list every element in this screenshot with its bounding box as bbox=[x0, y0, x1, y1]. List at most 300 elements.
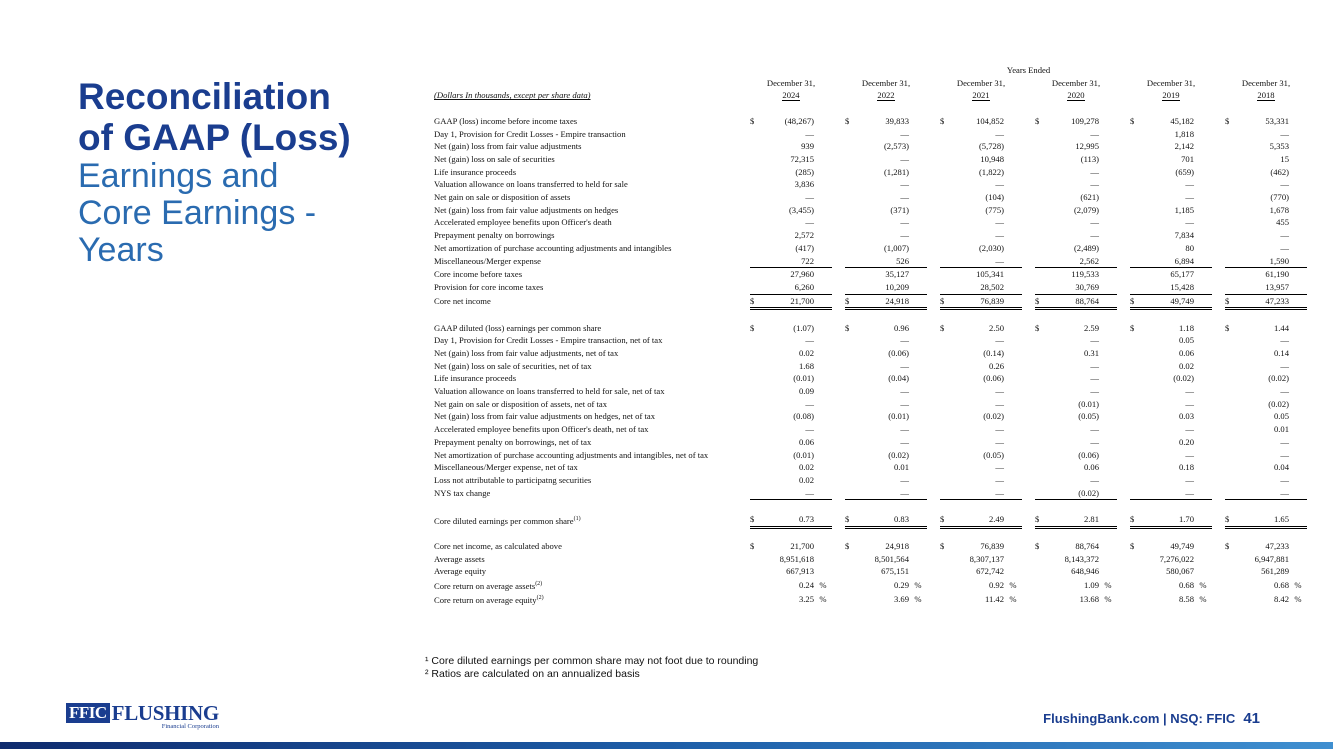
suffix-cell bbox=[814, 540, 832, 553]
dollar-sign bbox=[750, 178, 764, 191]
gap-cell bbox=[1117, 216, 1130, 229]
dollar-sign: $ bbox=[845, 115, 850, 126]
cell-value: 0.68 bbox=[1178, 579, 1194, 590]
column-header-year bbox=[1035, 89, 1117, 102]
gap-cell bbox=[1117, 410, 1130, 423]
suffix-cell bbox=[1289, 322, 1307, 335]
cell-value: — bbox=[1280, 449, 1289, 460]
dollar-sign bbox=[750, 191, 764, 204]
suffix-cell bbox=[909, 513, 927, 528]
suffix-cell bbox=[1004, 322, 1022, 335]
dollar-sign bbox=[1130, 385, 1144, 398]
suffix-cell bbox=[1194, 140, 1212, 153]
suffix-cell bbox=[1099, 436, 1117, 449]
suffix-cell bbox=[1004, 294, 1022, 309]
cell-value: — bbox=[900, 217, 909, 228]
column-year: 2024 bbox=[782, 90, 800, 101]
row-label-text: Core income before taxes bbox=[434, 268, 523, 279]
suffix-cell bbox=[1289, 565, 1307, 578]
gap-cell bbox=[832, 178, 845, 191]
gap-cell bbox=[1117, 385, 1130, 398]
suffix-cell bbox=[1194, 360, 1212, 373]
cell-value: — bbox=[1090, 217, 1099, 228]
suffix-cell bbox=[1289, 372, 1307, 385]
gap-cell bbox=[1022, 229, 1035, 242]
suffix-cell bbox=[1194, 372, 1212, 385]
dollar-sign bbox=[1130, 242, 1144, 255]
table-row bbox=[434, 398, 1307, 411]
suffix-cell bbox=[1099, 115, 1117, 128]
dollar-sign: $ bbox=[1225, 294, 1239, 309]
cell-value: — bbox=[900, 230, 909, 241]
suffix-cell bbox=[909, 461, 927, 474]
cell-value: (2,489) bbox=[1073, 242, 1099, 253]
gap-cell bbox=[927, 487, 940, 500]
row-label-text: Accelerated employee benefits upon Officer's death, net of tax bbox=[434, 424, 649, 435]
dollar-sign bbox=[1035, 565, 1049, 578]
dollar-sign bbox=[1035, 385, 1049, 398]
row-label bbox=[434, 553, 750, 566]
row-label bbox=[434, 592, 750, 607]
row-label-text: Core net income, as calculated above bbox=[434, 540, 562, 551]
dollar-sign bbox=[1225, 128, 1239, 141]
dollar-sign bbox=[1225, 372, 1239, 385]
suffix-cell bbox=[1289, 255, 1307, 268]
row-label-text: Net (gain) loss from fair value adjustments bbox=[434, 141, 582, 152]
cell-value: 0.01 bbox=[893, 462, 909, 473]
suffix-cell bbox=[909, 153, 927, 166]
suffix-cell bbox=[814, 565, 832, 578]
gap-cell bbox=[1022, 322, 1035, 335]
row-label-text: Core return on average equity bbox=[434, 595, 537, 606]
gap-cell bbox=[1022, 553, 1035, 566]
suffix-cell bbox=[1289, 178, 1307, 191]
dollar-sign bbox=[750, 166, 764, 179]
table-row bbox=[434, 385, 1307, 398]
gap-cell bbox=[927, 474, 940, 487]
suffix-cell bbox=[1194, 487, 1212, 500]
cell-value: (1.07) bbox=[793, 322, 814, 333]
dollar-sign bbox=[940, 410, 954, 423]
dollar-sign bbox=[1035, 166, 1049, 179]
cell-value: 119,533 bbox=[1049, 268, 1099, 281]
suffix-cell bbox=[1194, 398, 1212, 411]
dollar-sign bbox=[1035, 347, 1049, 360]
cell-value: (0.01) bbox=[793, 373, 814, 384]
gap-cell bbox=[1212, 216, 1225, 229]
dollar-sign bbox=[1130, 178, 1144, 191]
gap-cell bbox=[1117, 281, 1130, 294]
cell-value: (104) bbox=[985, 192, 1004, 203]
gap-cell bbox=[1117, 242, 1130, 255]
cell-value: 1,590 bbox=[1269, 255, 1289, 266]
dollar-sign bbox=[1035, 436, 1049, 449]
cell-value: — bbox=[1090, 436, 1099, 447]
cell-value: 0.26 bbox=[988, 360, 1004, 371]
gap-cell bbox=[1022, 178, 1035, 191]
cell-value: (3,455) bbox=[788, 204, 814, 215]
dollar-sign bbox=[1130, 229, 1144, 242]
dollar-sign bbox=[845, 487, 859, 500]
cell-value: 47,233 bbox=[1239, 294, 1289, 309]
dollar-sign bbox=[1130, 191, 1144, 204]
suffix-cell bbox=[1004, 398, 1022, 411]
dollar-sign bbox=[940, 334, 954, 347]
cell-value: 21,700 bbox=[764, 294, 814, 309]
cell-value: — bbox=[995, 179, 1004, 190]
dollar-sign: $ bbox=[1225, 540, 1230, 551]
suffix-cell bbox=[1099, 423, 1117, 436]
cell-value: 8,501,564 bbox=[874, 553, 909, 564]
suffix-cell bbox=[1099, 565, 1117, 578]
dollar-sign bbox=[940, 204, 954, 217]
column-header-line1: December 31, bbox=[1146, 77, 1196, 88]
dollar-sign bbox=[1225, 347, 1239, 360]
suffix-cell bbox=[909, 410, 927, 423]
gap-cell bbox=[832, 140, 845, 153]
table-row bbox=[434, 281, 1307, 294]
cell-value: — bbox=[900, 360, 909, 371]
suffix-cell bbox=[909, 436, 927, 449]
cell-value: (0.04) bbox=[888, 373, 909, 384]
cell-value: 80 bbox=[1185, 242, 1194, 253]
dollar-sign bbox=[1130, 166, 1144, 179]
suffix-cell bbox=[814, 474, 832, 487]
row-label-text: Core net income bbox=[434, 296, 491, 307]
cell-value: 76,839 bbox=[980, 540, 1004, 551]
suffix-cell bbox=[1289, 166, 1307, 179]
dollar-sign bbox=[750, 487, 764, 500]
gap-cell bbox=[1117, 153, 1130, 166]
table-row bbox=[434, 178, 1307, 191]
dollar-sign bbox=[845, 410, 859, 423]
dollar-sign bbox=[845, 140, 859, 153]
cell-value: 0.14 bbox=[1273, 347, 1289, 358]
cell-value: 1.09 bbox=[1083, 579, 1099, 590]
dollar-sign bbox=[750, 334, 764, 347]
suffix-cell: % bbox=[914, 579, 922, 590]
suffix-cell bbox=[814, 140, 832, 153]
dollar-sign bbox=[845, 398, 859, 411]
bottom-bar bbox=[0, 742, 1333, 749]
dollar-sign bbox=[940, 268, 954, 281]
dollar-sign bbox=[1035, 178, 1049, 191]
period-header: Years Ended bbox=[1006, 65, 1051, 75]
row-label-text: Prepayment penalty on borrowings bbox=[434, 230, 555, 241]
dollar-sign bbox=[940, 128, 954, 141]
dollar-sign bbox=[940, 553, 954, 566]
row-label-text: Net gain on sale or disposition of assets, net of tax bbox=[434, 398, 608, 409]
table-row bbox=[434, 540, 1307, 553]
subtitle-line: Years bbox=[78, 231, 164, 269]
cell-value: 939 bbox=[801, 141, 814, 152]
suffix-cell bbox=[814, 115, 832, 128]
cell-value: (2,573) bbox=[883, 141, 909, 152]
column-header-year bbox=[940, 89, 1022, 102]
cell-value: 15,428 bbox=[1170, 281, 1194, 292]
cell-value: 0.06 bbox=[1083, 462, 1099, 473]
dollar-sign bbox=[1130, 372, 1144, 385]
table-row bbox=[434, 461, 1307, 474]
suffix-cell bbox=[1194, 461, 1212, 474]
suffix-cell bbox=[1099, 347, 1117, 360]
dollar-sign: $ bbox=[1225, 513, 1239, 528]
dollar-sign: $ bbox=[1130, 513, 1144, 528]
dollar-sign bbox=[940, 229, 954, 242]
dollar-sign bbox=[940, 153, 954, 166]
suffix-cell bbox=[814, 398, 832, 411]
cell-value: 2.50 bbox=[988, 322, 1004, 333]
cell-value: (0.14) bbox=[983, 347, 1004, 358]
dollar-sign bbox=[1225, 398, 1239, 411]
dollar-sign bbox=[1130, 398, 1144, 411]
gap-cell bbox=[1117, 178, 1130, 191]
table-row bbox=[434, 115, 1307, 128]
dollar-sign bbox=[1225, 474, 1239, 487]
dollar-sign bbox=[845, 178, 859, 191]
cell-value: — bbox=[900, 128, 909, 139]
cell-value: — bbox=[1090, 230, 1099, 241]
header-row bbox=[434, 64, 1307, 77]
gap-cell bbox=[1022, 268, 1035, 281]
row-label-text: Life insurance proceeds bbox=[434, 373, 517, 384]
suffix-cell: % bbox=[914, 594, 922, 605]
cell-value: 47,233 bbox=[1265, 540, 1289, 551]
header-row bbox=[434, 89, 1307, 102]
cell-value: 2.81 bbox=[1049, 513, 1099, 528]
cell-value: 8.42 bbox=[1273, 594, 1289, 605]
cell-value: (2,079) bbox=[1073, 204, 1099, 215]
suffix-cell bbox=[1194, 255, 1212, 268]
suffix-cell bbox=[1194, 347, 1212, 360]
suffix-cell bbox=[1004, 191, 1022, 204]
table-row bbox=[434, 513, 1307, 528]
cell-value: 0.06 bbox=[1178, 347, 1194, 358]
dollar-sign bbox=[750, 140, 764, 153]
cell-value: (113) bbox=[1080, 153, 1099, 164]
dollar-sign bbox=[1035, 474, 1049, 487]
gap-cell bbox=[1212, 140, 1225, 153]
dollar-sign bbox=[845, 191, 859, 204]
table-row bbox=[434, 487, 1307, 500]
suffix-cell bbox=[1289, 294, 1307, 309]
row-label-text: Accelerated employee benefits upon Officer's death bbox=[434, 217, 612, 228]
gap-cell bbox=[1117, 474, 1130, 487]
suffix-cell: % bbox=[1199, 594, 1207, 605]
gap-cell bbox=[1117, 565, 1130, 578]
cell-value: 28,502 bbox=[980, 281, 1004, 292]
dollar-sign: $ bbox=[940, 294, 954, 309]
dollar-sign bbox=[845, 592, 859, 607]
dollar-sign bbox=[845, 347, 859, 360]
cell-value: 105,341 bbox=[954, 268, 1004, 281]
dollar-sign bbox=[845, 204, 859, 217]
gap-cell bbox=[927, 229, 940, 242]
gap-cell bbox=[1022, 216, 1035, 229]
cell-value: — bbox=[1239, 487, 1289, 500]
dollar-sign bbox=[1225, 385, 1239, 398]
row-label bbox=[434, 540, 750, 553]
row-label bbox=[434, 449, 750, 462]
cell-value: (0.01) bbox=[793, 449, 814, 460]
dollar-sign: $ bbox=[1225, 322, 1230, 333]
dollar-sign bbox=[1225, 334, 1239, 347]
column-year: 2020 bbox=[1067, 90, 1085, 101]
suffix-cell bbox=[909, 268, 927, 281]
gap-cell bbox=[927, 423, 940, 436]
cell-value: 675,151 bbox=[881, 566, 909, 577]
dollar-sign bbox=[845, 334, 859, 347]
suffix-cell bbox=[1004, 423, 1022, 436]
cell-value: (1,007) bbox=[883, 242, 909, 253]
suffix-cell bbox=[1289, 385, 1307, 398]
table-row bbox=[434, 322, 1307, 335]
row-label bbox=[434, 281, 750, 294]
gap-cell bbox=[927, 398, 940, 411]
spacer-cell bbox=[434, 500, 750, 513]
row-label-text: Net amortization of purchase accounting adjustments and intangibles bbox=[434, 242, 672, 253]
gap-cell bbox=[832, 191, 845, 204]
cell-value: (371) bbox=[890, 204, 909, 215]
dollar-sign bbox=[750, 229, 764, 242]
gap-cell bbox=[1022, 474, 1035, 487]
cell-value: 667,913 bbox=[786, 566, 814, 577]
cell-value: (0.02) bbox=[1173, 373, 1194, 384]
gap-cell bbox=[927, 128, 940, 141]
gap-cell bbox=[927, 255, 940, 268]
row-label bbox=[434, 578, 750, 593]
gap-cell bbox=[1117, 553, 1130, 566]
suffix-cell bbox=[1194, 204, 1212, 217]
gap-cell bbox=[1117, 398, 1130, 411]
table-row bbox=[434, 436, 1307, 449]
suffix-cell bbox=[1194, 242, 1212, 255]
suffix-cell bbox=[1099, 255, 1117, 268]
suffix-cell bbox=[1194, 294, 1212, 309]
suffix-cell bbox=[909, 166, 927, 179]
logo-flushing: FLUSHING bbox=[111, 701, 219, 725]
suffix-cell bbox=[1099, 513, 1117, 528]
suffix-cell bbox=[1289, 540, 1307, 553]
table-row bbox=[434, 204, 1307, 217]
suffix-cell bbox=[1004, 216, 1022, 229]
dollar-sign bbox=[1225, 281, 1239, 294]
dollar-sign bbox=[1225, 178, 1239, 191]
cell-value: — bbox=[1090, 128, 1099, 139]
column-header-line1: December 31, bbox=[956, 77, 1006, 88]
suffix-cell bbox=[909, 140, 927, 153]
row-label bbox=[434, 474, 750, 487]
suffix-cell bbox=[1099, 398, 1117, 411]
suffix-cell bbox=[814, 166, 832, 179]
suffix-cell bbox=[1194, 410, 1212, 423]
gap-cell bbox=[1117, 204, 1130, 217]
suffix-cell bbox=[1289, 398, 1307, 411]
suffix-cell bbox=[1289, 268, 1307, 281]
row-label-text: Core diluted earnings per common share bbox=[434, 515, 574, 526]
cell-value: — bbox=[1280, 474, 1289, 485]
suffix-cell bbox=[1099, 128, 1117, 141]
dollar-sign bbox=[940, 166, 954, 179]
suffix-cell bbox=[1099, 322, 1117, 335]
suffix-cell bbox=[1194, 216, 1212, 229]
suffix-cell bbox=[909, 216, 927, 229]
cell-value: — bbox=[995, 436, 1004, 447]
suffix-cell: % bbox=[819, 594, 827, 605]
cell-value: 0.09 bbox=[798, 386, 814, 397]
suffix-cell bbox=[1004, 153, 1022, 166]
dollar-sign: $ bbox=[1035, 115, 1040, 126]
cell-value: 49,749 bbox=[1170, 540, 1194, 551]
suffix-cell bbox=[1289, 436, 1307, 449]
cell-value: 8,951,618 bbox=[779, 553, 814, 564]
dollar-sign bbox=[1130, 553, 1144, 566]
subtitle-line: Core Earnings - bbox=[78, 194, 317, 232]
cell-value: 0.83 bbox=[859, 513, 909, 528]
dollar-sign: $ bbox=[750, 513, 764, 528]
suffix-cell bbox=[1004, 553, 1022, 566]
dollar-sign bbox=[940, 140, 954, 153]
table-row bbox=[434, 474, 1307, 487]
suffix-cell bbox=[1004, 178, 1022, 191]
gap-cell bbox=[832, 216, 845, 229]
gap-cell bbox=[1022, 153, 1035, 166]
dollar-sign bbox=[750, 268, 764, 281]
suffix-cell bbox=[909, 115, 927, 128]
gap-cell bbox=[1212, 322, 1225, 335]
suffix-cell bbox=[814, 153, 832, 166]
suffix-cell bbox=[814, 436, 832, 449]
suffix-cell bbox=[1289, 229, 1307, 242]
gap-cell bbox=[832, 204, 845, 217]
cell-value: — bbox=[1185, 386, 1194, 397]
column-year: 2019 bbox=[1162, 90, 1180, 101]
gap-cell bbox=[832, 268, 845, 281]
gap-cell bbox=[1022, 281, 1035, 294]
row-label-text: Loss not attributable to participatng securities bbox=[434, 474, 592, 485]
dollar-sign bbox=[845, 385, 859, 398]
suffix-cell bbox=[814, 178, 832, 191]
table-row bbox=[434, 592, 1307, 607]
cell-value: 49,749 bbox=[1144, 294, 1194, 309]
cell-value: 104,852 bbox=[976, 115, 1004, 126]
gap-cell bbox=[832, 410, 845, 423]
row-label-text: Day 1, Provision for Credit Losses - Empire transaction, net of tax bbox=[434, 335, 663, 346]
suffix-cell bbox=[1289, 449, 1307, 462]
dollar-sign bbox=[750, 204, 764, 217]
dollar-sign bbox=[750, 360, 764, 373]
dollar-sign bbox=[750, 242, 764, 255]
suffix-cell bbox=[909, 347, 927, 360]
table-row bbox=[434, 334, 1307, 347]
cell-value: — bbox=[1280, 386, 1289, 397]
cell-value: — bbox=[995, 462, 1004, 473]
suffix-cell bbox=[1099, 385, 1117, 398]
table-row bbox=[434, 229, 1307, 242]
suffix-cell bbox=[1004, 487, 1022, 500]
dollar-sign: $ bbox=[1035, 294, 1049, 309]
dollar-sign bbox=[1130, 281, 1144, 294]
cell-value: (0.01) bbox=[888, 411, 909, 422]
spacer-cell bbox=[434, 102, 750, 115]
cell-value: 1.44 bbox=[1273, 322, 1289, 333]
gap-cell bbox=[1212, 191, 1225, 204]
suffix-cell bbox=[909, 487, 927, 500]
cell-value: — bbox=[995, 424, 1004, 435]
gap-cell bbox=[832, 281, 845, 294]
suffix-cell bbox=[814, 487, 832, 500]
gap-cell bbox=[927, 281, 940, 294]
